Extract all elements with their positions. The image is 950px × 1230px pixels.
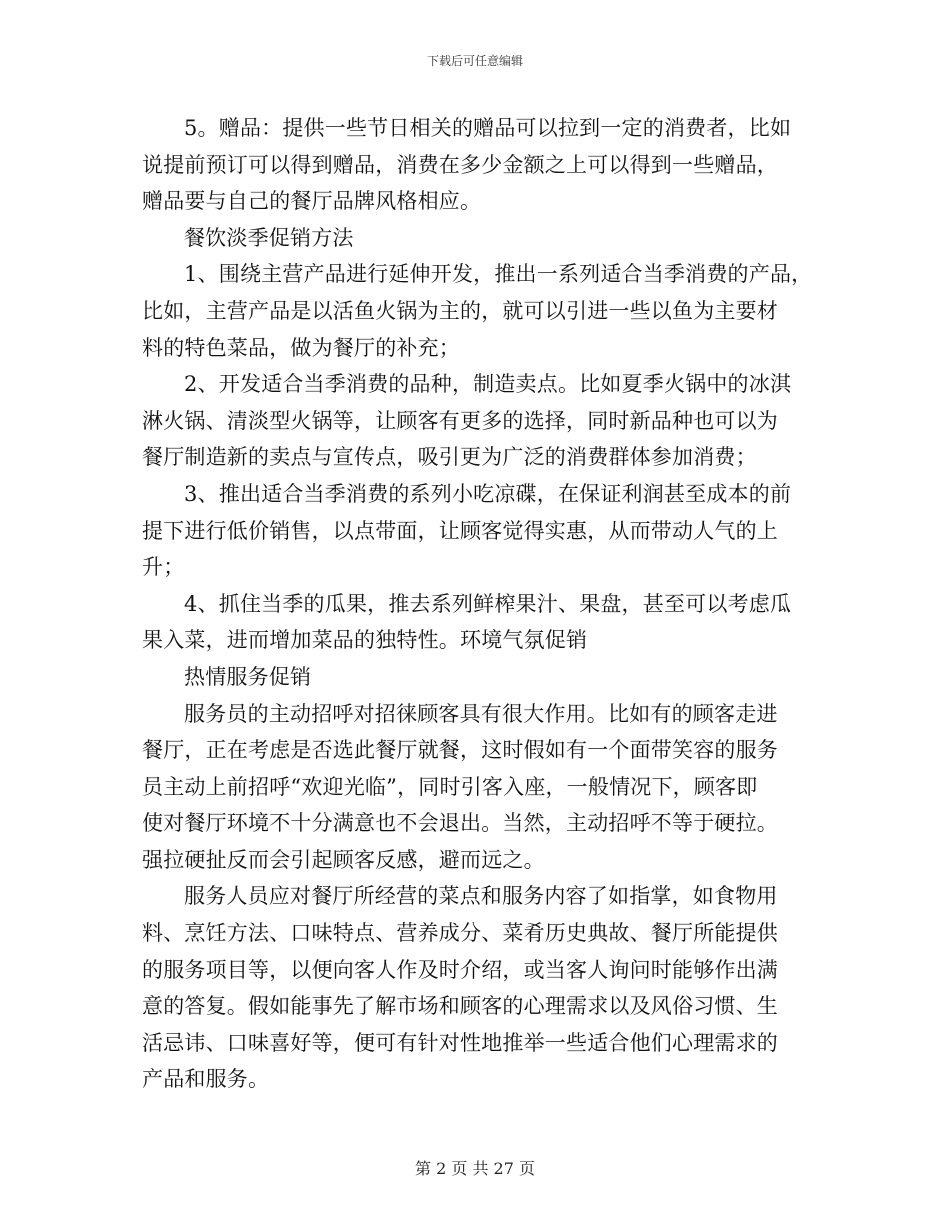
text-line: 料、烹饪方法、口味特点、营养成分、菜肴历史典故、餐厅所能提供 xyxy=(142,921,778,946)
text-line: 餐饮淡季促销方法 xyxy=(184,225,354,250)
page-number-footer: 第 2 页 共 27 页 xyxy=(415,1159,535,1178)
text-line: 强拉硬扯反而会引起顾客反感，避而远之。 xyxy=(142,847,545,872)
section-heading-service xyxy=(142,659,810,696)
text-line: 4、抓住当季的瓜果，推去系列鲜榨果汁、果盘，甚至可以考虑瓜 xyxy=(184,591,792,616)
document-body xyxy=(142,110,813,1098)
text-line: 5。赠品：提供一些节日相关的赠品可以拉到一定的消费者，比如 xyxy=(184,116,792,140)
paragraph-service-knowledge xyxy=(142,878,810,1098)
text-line: 2、开发适合当季消费的品种，制造卖点。比如夏季火锅中的冰淇 xyxy=(184,372,792,397)
text-line: 产品和服务。 xyxy=(142,1067,270,1092)
text-line: 餐厅制造新的卖点与宣传点，吸引更为广泛的消费群体参加消费； xyxy=(142,445,757,470)
text-line: 料的特色菜品，做为餐厅的补充； xyxy=(142,335,460,360)
paragraph-service-greeting xyxy=(142,696,810,879)
text-line: 使对餐厅环境不十分满意也不会退出。当然，主动招呼不等于硬拉。 xyxy=(142,811,778,836)
text-line: 意的答复。假如能事先了解市场和顾客的心理需求以及风俗习惯、生 xyxy=(142,994,778,1019)
paragraph-item-1 xyxy=(142,256,813,366)
text-line: 3、推出适合当季消费的系列小吃凉碟，在保证利润甚至成本的前 xyxy=(184,481,792,506)
text-line: 活忌讳、口味喜好等，便可有针对性地推举一些适合他们心理需求的 xyxy=(142,1030,778,1055)
text-line: 员主动上前招呼“欢迎光临”，同时引客入座，一般情况下，顾客即 xyxy=(142,774,758,799)
text-line: 1、围绕主营产品进行延伸开发，推出一系列适合当季消费的产品， xyxy=(184,262,813,287)
text-line: 比如，主营产品是以活鱼火锅为主的，就可以引进一些以鱼为主要材 xyxy=(142,298,778,323)
text-line: 服务人员应对餐厅所经营的菜点和服务内容了如指掌，如食物用 xyxy=(184,884,778,909)
text-line: 的服务项目等，以便向客人作及时介绍，或当客人询问时能够作出满 xyxy=(142,957,778,982)
text-line: 升； xyxy=(142,555,185,580)
section-heading-offseason xyxy=(142,220,810,257)
text-line: 淋火锅、清淡型火锅等，让顾客有更多的选择，同时新品种也可以为 xyxy=(142,408,778,433)
text-line: 说提前预订可以得到赠品，消费在多少金额之上可以得到一些赠品， xyxy=(142,152,778,177)
text-line: 餐厅，正在考虑是否选此餐厅就餐，这时假如有一个面带笑容的服务 xyxy=(142,738,778,763)
text-line: 服务员的主动招呼对招徕顾客具有很大作用。比如有的顾客走进 xyxy=(184,701,778,726)
paragraph-item-4 xyxy=(142,586,810,659)
paragraph-item-2 xyxy=(142,366,810,476)
text-line: 赠品要与自己的餐厅品牌风格相应。 xyxy=(142,189,482,214)
text-line: 热情服务促销 xyxy=(184,664,312,689)
text-line: 果入菜，进而增加菜品的独特性。环境气氛促销 xyxy=(142,628,588,653)
paragraph-item-3 xyxy=(142,476,810,586)
text-line: 提下进行低价销售，以点带面，让顾客觉得实惠，从而带动人气的上 xyxy=(142,518,778,543)
page-header-note: 下载后可任意编辑 xyxy=(426,54,523,68)
paragraph-gift xyxy=(142,110,810,220)
